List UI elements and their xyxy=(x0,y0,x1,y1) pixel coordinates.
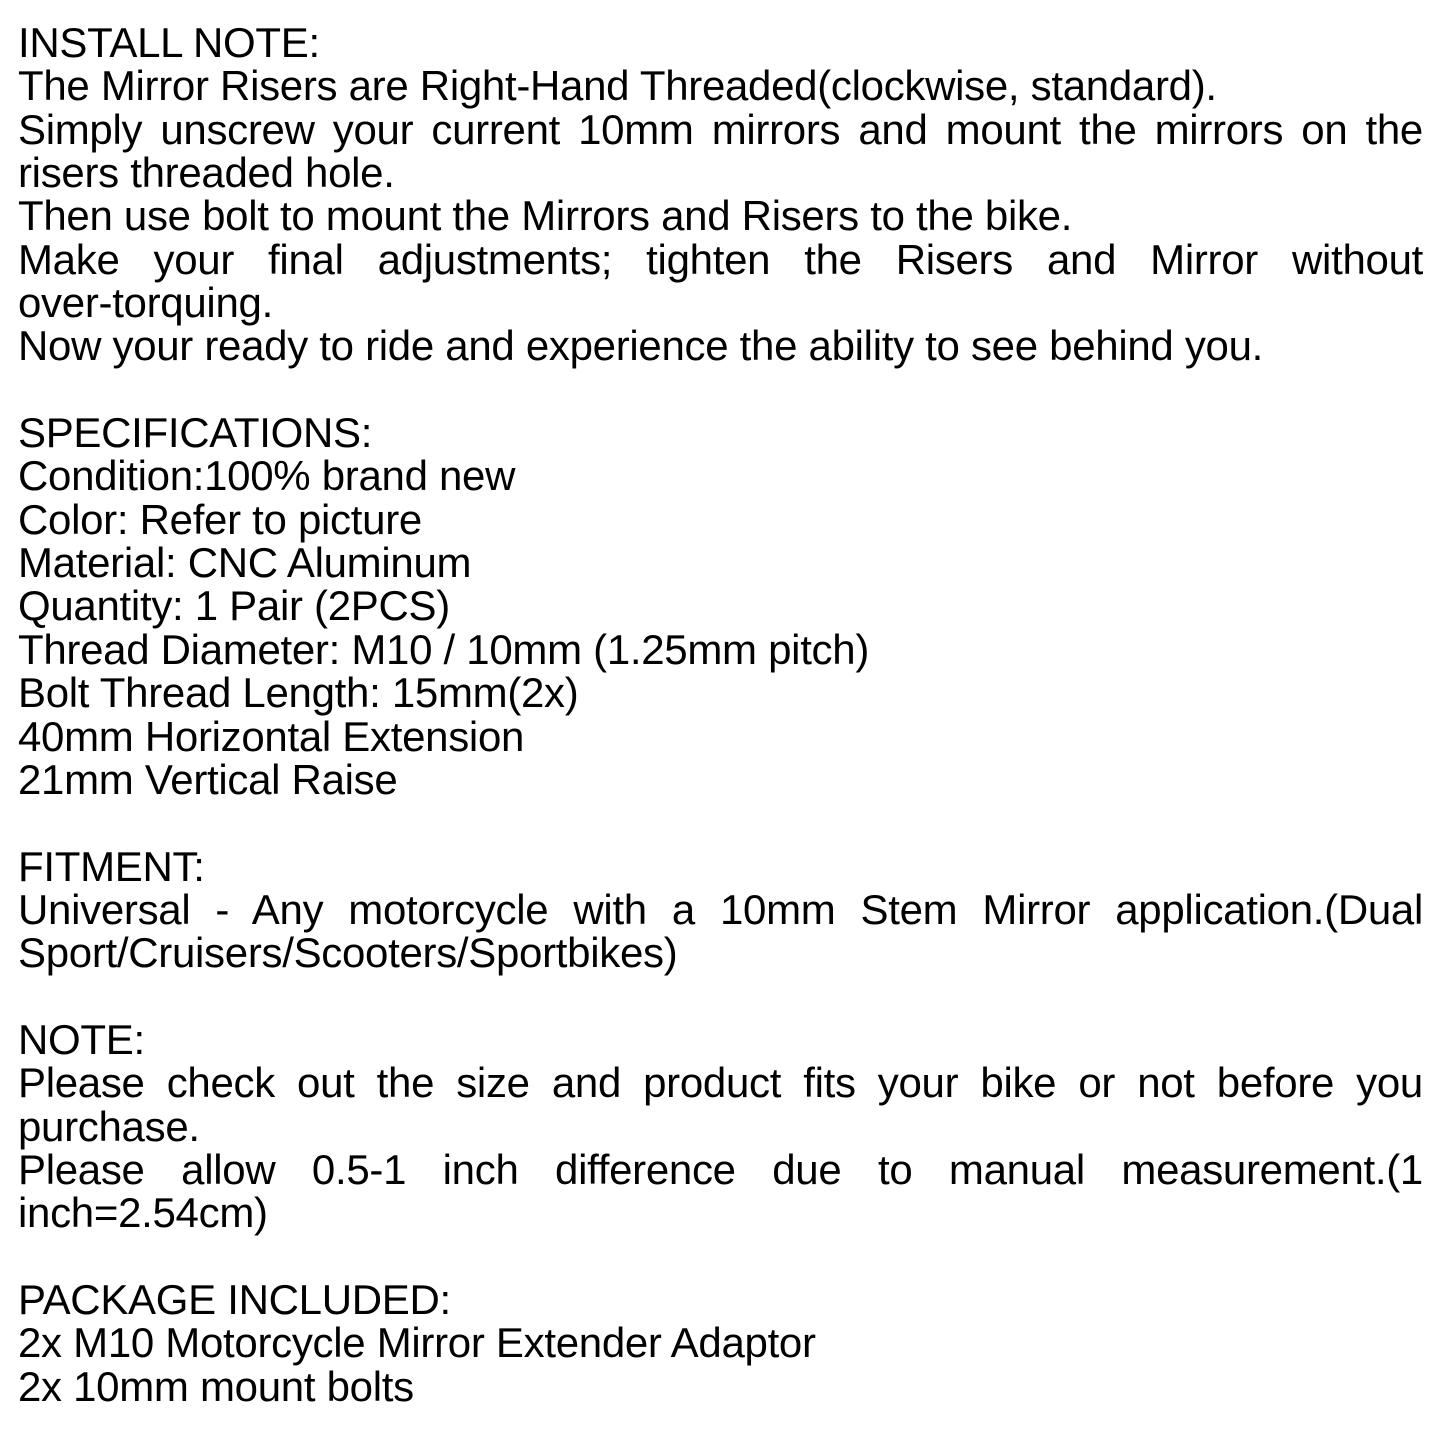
section-spacer xyxy=(18,801,1423,844)
text-line: purchase. xyxy=(18,1102,200,1150)
spec-condition: Condition:100% brand new xyxy=(18,452,516,500)
text-line: Simply unscrew your current 10mm mirrors and mount the mirrors on the xyxy=(18,105,1423,153)
text-line: The Mirror Risers are Right-Hand Threaded(clockwise, standard). xyxy=(18,62,1217,110)
package-item-bolts: 2x 10mm mount bolts xyxy=(18,1362,414,1410)
section-heading-note: NOTE: xyxy=(18,1015,145,1063)
section-spacer xyxy=(18,1235,1423,1278)
text-line: inch=2.54cm) xyxy=(18,1189,268,1237)
text-line: Please allow 0.5-1 inch difference due to manual measurement.(1 xyxy=(18,1145,1423,1193)
section-heading-fitment: FITMENT: xyxy=(18,842,205,890)
spec-horizontal-extension: 40mm Horizontal Extension xyxy=(18,712,525,760)
text-line: over-torquing. xyxy=(18,279,273,327)
section-heading-install-note: INSTALL NOTE: xyxy=(18,19,320,66)
text-line: Sport/Cruisers/Scooters/Sportbikes) xyxy=(18,929,678,977)
spec-thread-diameter: Thread Diameter: M10 / 10mm (1.25mm pitch) xyxy=(18,625,870,673)
package-item-risers: 2x M10 Motorcycle Mirror Extender Adaptor xyxy=(18,1319,816,1367)
spec-vertical-raise: 21mm Vertical Raise xyxy=(18,755,398,803)
text-line: Universal - Any motorcycle with a 10mm Stem Mirror application.(Dual xyxy=(18,885,1423,933)
spec-color: Color: Refer to picture xyxy=(18,495,422,543)
text-line: Make your final adjustments; tighten the Risers and Mirror without xyxy=(18,235,1423,283)
section-spacer xyxy=(18,368,1423,411)
text-line: risers threaded hole. xyxy=(18,149,395,197)
spec-quantity: Quantity: 1 Pair (2PCS) xyxy=(18,582,450,630)
section-heading-specifications: SPECIFICATIONS: xyxy=(18,409,373,457)
spec-bolt-thread-length: Bolt Thread Length: 15mm(2x) xyxy=(18,669,579,717)
text-line: Now your ready to ride and experience the ability to see behind you. xyxy=(18,322,1264,370)
text-line: Then use bolt to mount the Mirrors and Risers to the bike. xyxy=(18,192,1073,240)
spec-material: Material: CNC Aluminum xyxy=(18,539,472,587)
text-line: Please check out the size and product fits your bike or not before you xyxy=(18,1059,1423,1107)
section-spacer xyxy=(18,975,1423,1018)
section-heading-package-included: PACKAGE INCLUDED: xyxy=(18,1275,451,1323)
